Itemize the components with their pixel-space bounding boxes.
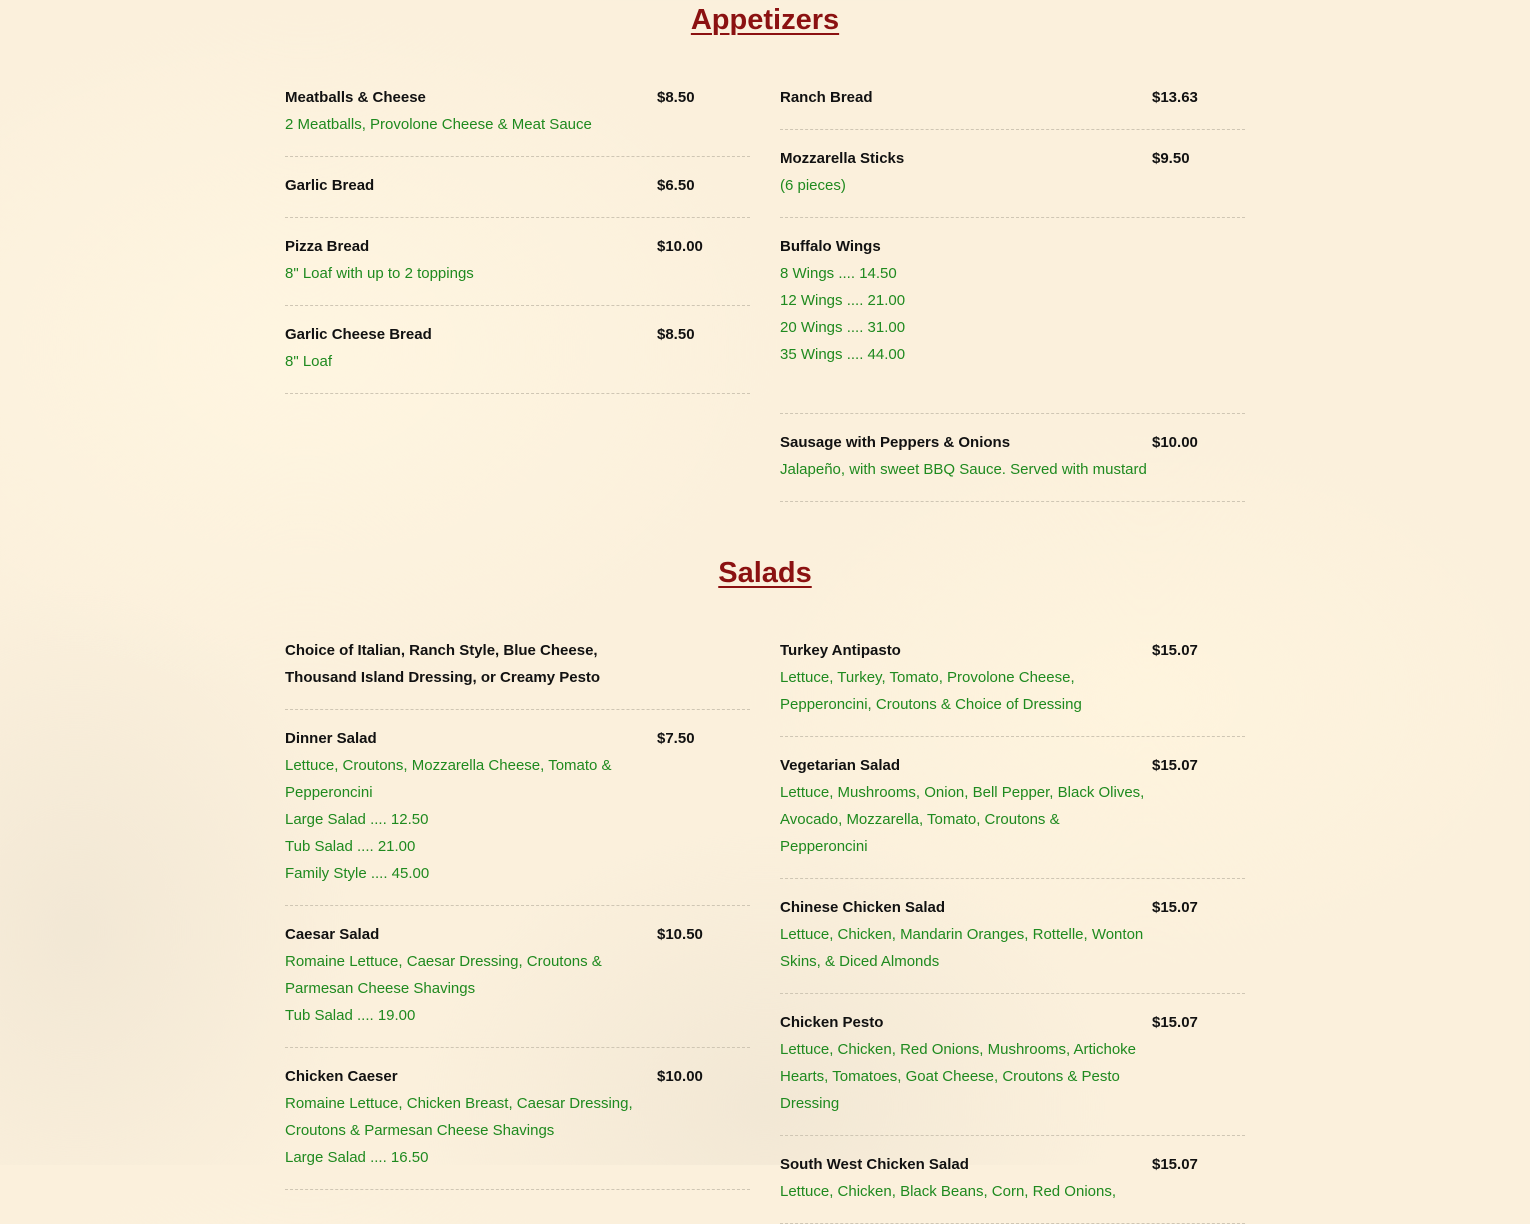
menu-item-garlic-bread bbox=[285, 157, 750, 218]
menu-item-description: Romaine Lettuce, Chicken Breast, Caesar Dressing, Croutons & Parmesan Cheese Shavings bbox=[285, 1095, 633, 1139]
menu-item-description: Large Salad .... 16.50 bbox=[285, 1149, 429, 1166]
menu-item-vegetarian-salad bbox=[780, 737, 1245, 879]
menu-item-price: $8.50 bbox=[657, 326, 695, 343]
menu-item-description: Lettuce, Mushrooms, Onion, Bell Pepper, Black Olives, Avocado, Mozzarella, Tomato, Croutons & Pepperoncini bbox=[780, 784, 1145, 855]
menu-item-price: $10.00 bbox=[657, 1068, 703, 1085]
menu-item-chinese-chicken-salad bbox=[780, 879, 1245, 994]
menu-item-name: Garlic Cheese Bread bbox=[285, 326, 432, 343]
menu-item-garlic-cheese-bread bbox=[285, 306, 750, 394]
menu-item-price: $10.00 bbox=[657, 238, 703, 255]
menu-item-description: 8 Wings .... 14.50 bbox=[780, 265, 897, 282]
menu-item-price: $13.63 bbox=[1152, 89, 1198, 106]
appetizers-right-column bbox=[780, 80, 1245, 502]
menu-item-price: $15.07 bbox=[1152, 899, 1198, 916]
appetizers-heading: Appetizers bbox=[690, 4, 840, 36]
menu-item-price: $15.07 bbox=[1152, 1156, 1198, 1173]
menu-item-price: $9.50 bbox=[1152, 150, 1190, 167]
menu-item-name: Garlic Bread bbox=[285, 177, 375, 194]
menu-item-name: Chicken Caeser bbox=[285, 1068, 398, 1085]
appetizers-left-column bbox=[285, 80, 750, 394]
menu-item-name: Caesar Salad bbox=[285, 926, 380, 943]
menu-item-description: Family Style .... 45.00 bbox=[285, 865, 430, 882]
menu-item-south-west-chicken-salad bbox=[780, 1136, 1245, 1224]
menu-item-description: Tub Salad .... 19.00 bbox=[285, 1007, 416, 1024]
menu-item-name: Chicken Pesto bbox=[780, 1014, 884, 1031]
menu-item-price: $7.50 bbox=[657, 730, 695, 747]
menu-item-name: Vegetarian Salad bbox=[780, 757, 901, 774]
menu-item-description: Lettuce, Turkey, Tomato, Provolone Cheese, Pepperoncini, Croutons & Choice of Dressing bbox=[780, 669, 1082, 713]
menu-item-description: Romaine Lettuce, Caesar Dressing, Croutons & Parmesan Cheese Shavings bbox=[285, 953, 602, 997]
menu-item-description: 8" Loaf bbox=[285, 353, 333, 370]
menu-item-caesar-salad bbox=[285, 906, 750, 1048]
menu-item-name: Choice of Italian, Ranch Style, Blue Cheese, Thousand Island Dressing, or Creamy Pesto bbox=[285, 642, 601, 686]
menu-item-description: 8" Loaf with up to 2 toppings bbox=[285, 265, 474, 282]
menu-item-description: Large Salad .... 12.50 bbox=[285, 811, 429, 828]
menu-item-description: 12 Wings .... 21.00 bbox=[780, 292, 906, 309]
menu-item-turkey-antipasto bbox=[780, 633, 1245, 737]
menu-item-description: Lettuce, Chicken, Black Beans, Corn, Red Onions, bbox=[780, 1183, 1117, 1200]
menu-item-pizza-bread bbox=[285, 218, 750, 306]
menu-item-name: Mozzarella Sticks bbox=[780, 150, 905, 167]
menu-item-price: $15.07 bbox=[1152, 1014, 1198, 1031]
salads-heading: Salads bbox=[718, 557, 812, 589]
menu-item-description: 2 Meatballs, Provolone Cheese & Meat Sauce bbox=[285, 116, 592, 133]
menu-item-name: Dinner Salad bbox=[285, 730, 377, 747]
menu-item-description: 35 Wings .... 44.00 bbox=[780, 346, 906, 363]
menu-item-name: Pizza Bread bbox=[285, 238, 370, 255]
menu-item-name: Ranch Bread bbox=[780, 89, 873, 106]
menu-item-price: $10.50 bbox=[657, 926, 703, 943]
menu-item-ranch-bread bbox=[780, 80, 1245, 130]
menu-item-chicken-caeser bbox=[285, 1048, 750, 1190]
menu-item-price: $8.50 bbox=[657, 89, 695, 106]
menu-item-choice-of-italian-ranch-style-blue-chees bbox=[285, 633, 750, 710]
menu-item-description: 20 Wings .... 31.00 bbox=[780, 319, 906, 336]
menu-item-description: Lettuce, Croutons, Mozzarella Cheese, Tomato & Pepperoncini bbox=[285, 757, 612, 801]
menu-item-name: South West Chicken Salad bbox=[780, 1156, 969, 1173]
menu-item-name: Buffalo Wings bbox=[780, 238, 881, 255]
menu-item-price: $15.07 bbox=[1152, 642, 1198, 659]
menu-item-description: Jalapeño, with sweet BBQ Sauce. Served with mustard bbox=[780, 461, 1147, 478]
menu-item-price: $10.00 bbox=[1152, 434, 1198, 451]
menu-item-price: $15.07 bbox=[1152, 757, 1198, 774]
menu-item-name: Meatballs & Cheese bbox=[285, 89, 426, 106]
menu-item-dinner-salad bbox=[285, 710, 750, 906]
menu-item-description: Lettuce, Chicken, Mandarin Oranges, Rottelle, Wonton Skins, & Diced Almonds bbox=[780, 926, 1144, 970]
menu-item-meatballs-cheese bbox=[285, 80, 750, 157]
menu-item-description: (6 pieces) bbox=[780, 177, 846, 194]
salads-right-column bbox=[780, 633, 1245, 1224]
menu-item-buffalo-wings bbox=[780, 218, 1245, 414]
menu-item-name: Chinese Chicken Salad bbox=[780, 899, 946, 916]
salads-left-column bbox=[285, 633, 750, 1190]
menu-item-description: Lettuce, Chicken, Red Onions, Mushrooms, Artichoke Hearts, Tomatoes, Goat Cheese, Croutons & Pesto Dressing bbox=[780, 1041, 1137, 1112]
menu-item-name: Turkey Antipasto bbox=[780, 642, 901, 659]
menu-item-description: Tub Salad .... 21.00 bbox=[285, 838, 416, 855]
menu-item-price: $6.50 bbox=[657, 177, 695, 194]
menu-item-chicken-pesto bbox=[780, 994, 1245, 1136]
menu-item-mozzarella-sticks bbox=[780, 130, 1245, 218]
menu-item-sausage-with-peppers-onions bbox=[780, 414, 1245, 502]
menu-item-name: Sausage with Peppers & Onions bbox=[780, 434, 1011, 451]
